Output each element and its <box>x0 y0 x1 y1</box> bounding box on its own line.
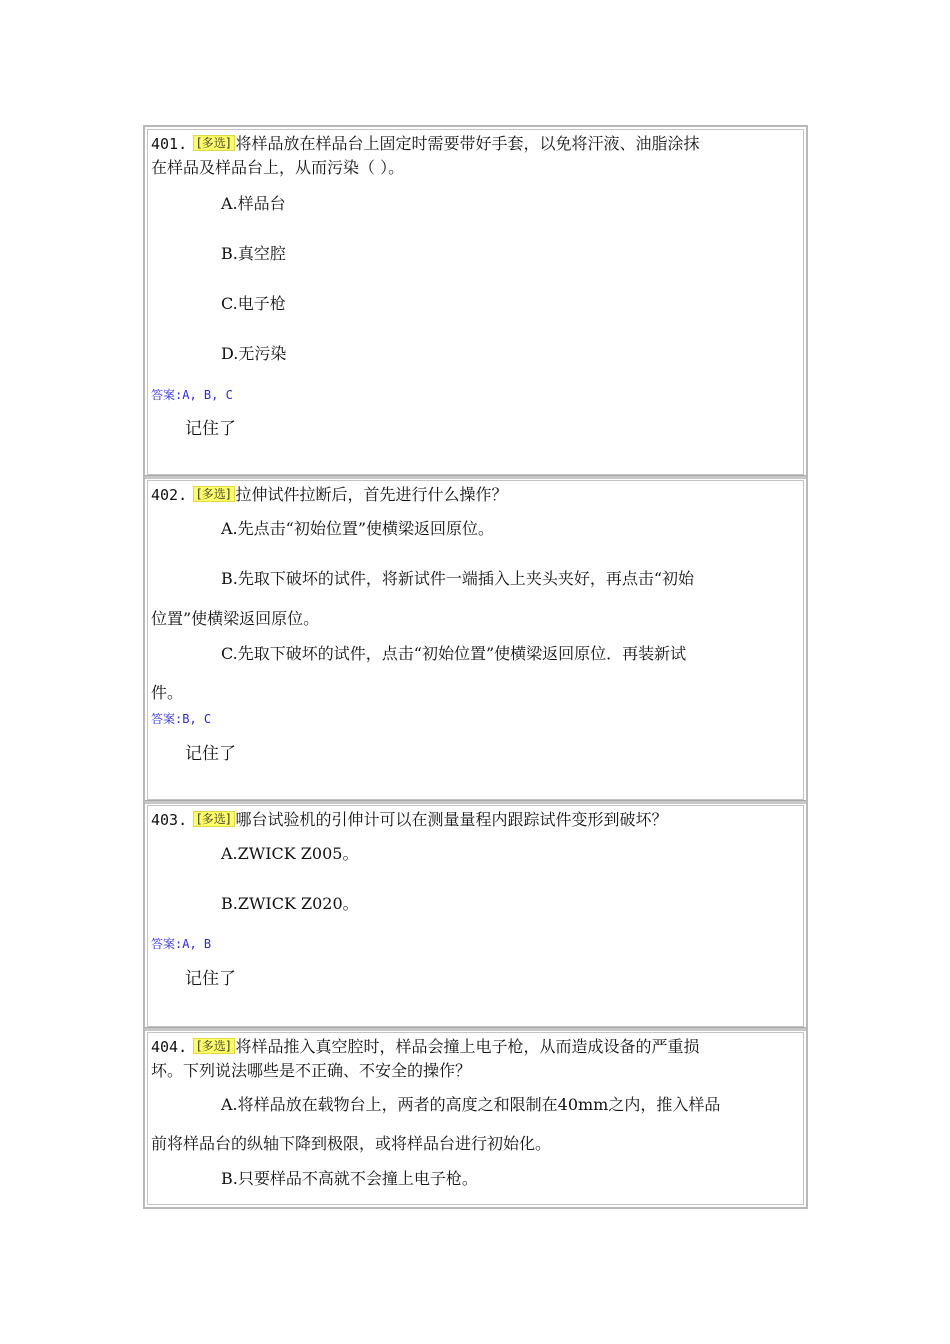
option-a[interactable]: A.样品台 <box>221 194 286 213</box>
question-403 <box>147 805 804 1027</box>
remember-link[interactable]: 记住了 <box>185 969 236 989</box>
question-divider <box>145 475 806 479</box>
question-text: 将样品推入真空腔时，样品会撞上电子枪，从而造成设备的严重损 <box>235 1037 700 1056</box>
remember-link[interactable]: 记住了 <box>185 419 236 439</box>
option-c-continued: 件。 <box>151 683 184 702</box>
multi-select-tag: [多选] <box>193 486 234 502</box>
question-stem <box>151 483 799 507</box>
question-text: 哪台试验机的引伸计可以在测量量程内跟踪试件变形到破坏？ <box>235 810 668 829</box>
option-a-continued: 前将样品台的纵轴下降到极限，或将样品台进行初始化。 <box>151 1134 552 1153</box>
question-text-line2: 坏。下列说法哪些是不正确、不安全的操作？ <box>151 1061 472 1080</box>
multi-select-tag: [多选] <box>193 811 234 827</box>
question-text: 拉伸试件拉断后，首先进行什么操作？ <box>235 485 508 504</box>
remember-link[interactable]: 记住了 <box>185 744 236 764</box>
question-stem <box>151 808 799 832</box>
option-b[interactable]: B.只要样品不高就不会撞上电子枪。 <box>221 1169 478 1188</box>
option-b-continued: 位置”使横梁返回原位。 <box>151 609 320 628</box>
multi-select-tag: [多选] <box>193 1038 234 1054</box>
question-text: 将样品放在样品台上固定时需要带好手套，以免将汗液、油脂涂抹 <box>235 134 700 153</box>
answer-text: 答案:A, B, C <box>151 388 233 402</box>
question-divider <box>145 1027 806 1031</box>
question-stem <box>151 1035 799 1083</box>
question-number: 404. <box>151 1038 188 1056</box>
option-b[interactable]: B.真空腔 <box>221 244 286 263</box>
question-number: 402. <box>151 486 188 504</box>
option-d[interactable]: D.无污染 <box>221 344 287 363</box>
question-divider <box>145 800 806 804</box>
option-c[interactable]: C.电子枪 <box>221 294 286 313</box>
option-a[interactable]: A.先点击“初始位置”使横梁返回原位。 <box>221 519 495 538</box>
answer-text: 答案:B, C <box>151 712 212 726</box>
option-a[interactable]: A.ZWICK Z005。 <box>221 844 359 863</box>
option-b[interactable]: B.ZWICK Z020。 <box>221 894 359 913</box>
question-number: 403. <box>151 811 188 829</box>
question-number: 401. <box>151 135 188 153</box>
option-b[interactable]: B.先取下破坏的试件，将新试件一端插入上夹头夹好，再点击“初始 <box>221 569 695 588</box>
question-text-line2: 在样品及样品台上，从而污染（ ）。 <box>151 158 405 177</box>
quiz-container <box>143 125 808 1209</box>
question-401 <box>147 129 804 475</box>
question-402 <box>147 480 804 800</box>
option-a[interactable]: A.将样品放在载物台上，两者的高度之和限制在40mm之内，推入样品 <box>221 1095 721 1114</box>
answer-text: 答案:A, B <box>151 937 212 951</box>
multi-select-tag: [多选] <box>193 135 234 151</box>
question-stem <box>151 132 799 180</box>
option-c[interactable]: C.先取下破坏的试件，点击“初始位置”使横梁返回原位．再装新试 <box>221 644 687 663</box>
question-404 <box>147 1032 804 1205</box>
